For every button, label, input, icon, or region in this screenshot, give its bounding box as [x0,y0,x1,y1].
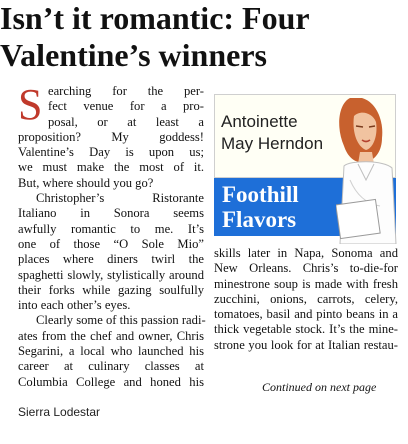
article-column-2 [214,246,398,353]
source-credit: Sierra Lodestar [18,405,101,419]
continued-note: Continued on next page [262,380,377,394]
body-line: proposition? My goddess! [18,129,204,144]
headline-line-1: Isn’t it romantic: Four [0,0,310,36]
body-line: Columbia College and honed his [18,374,204,389]
body-line: Segarini, a local who launched his [18,344,204,359]
body-line: strone you look for at Italian restau- [214,337,398,352]
body-line: ates from the chef and owner, Chris [18,328,204,343]
body-line: zucchini, onions, carrots, celery, [214,291,398,306]
columnist-photo [336,94,398,244]
body-line: fect venue for a pro- [48,99,204,114]
column-title [222,182,299,232]
body-line: places where diners twirl the [18,252,204,267]
body-line: tomatoes, basil and pinto beans in a [214,307,398,322]
body-line: But, where should you go? [18,175,154,190]
headline-line-2: Valentine’s winners [0,37,267,73]
drop-cap: S [18,80,43,129]
column-title-line-2: Flavors [222,207,297,232]
body-line: Valentine’s Day is upon us; [18,145,204,160]
body-line: Christopher’s Ristorante [36,191,204,206]
body-line: Clearly some of this passion radi- [36,313,206,328]
body-line: we must make the most of it. [18,160,204,175]
body-line: skills later in Napa, Sonoma and [214,246,398,260]
body-line: thick vegetable stock. It’s the mine- [214,322,398,337]
body-line: posal, or at least a [48,114,204,129]
body-line: New Orleans. Chris’s to-die-for [214,261,398,276]
body-line: minestrone soup is made with fresh [214,276,398,291]
body-line: career at culinary classes at [18,359,204,374]
body-line: awfully romantic to me. It’s [18,221,204,236]
column-title-line-1: Foothill [222,182,299,207]
body-line: their forks while gazing soulfully [18,282,204,297]
author-name-line-1: Antoinette [221,112,298,131]
columnist-sidebar [214,94,396,244]
author-name [221,111,323,155]
author-name-line-2: May Herndon [221,134,324,153]
body-line: one of those “O Sole Mio” [18,236,204,251]
body-line: spaghetti slowly, stylistically around [18,267,204,282]
article-column-1 [18,80,206,390]
body-line: Italiano in Sonora seems [18,206,204,221]
headline [0,0,396,74]
body-line: into each other’s eyes. [18,298,131,313]
body-line: earching for the per- [48,84,204,98]
